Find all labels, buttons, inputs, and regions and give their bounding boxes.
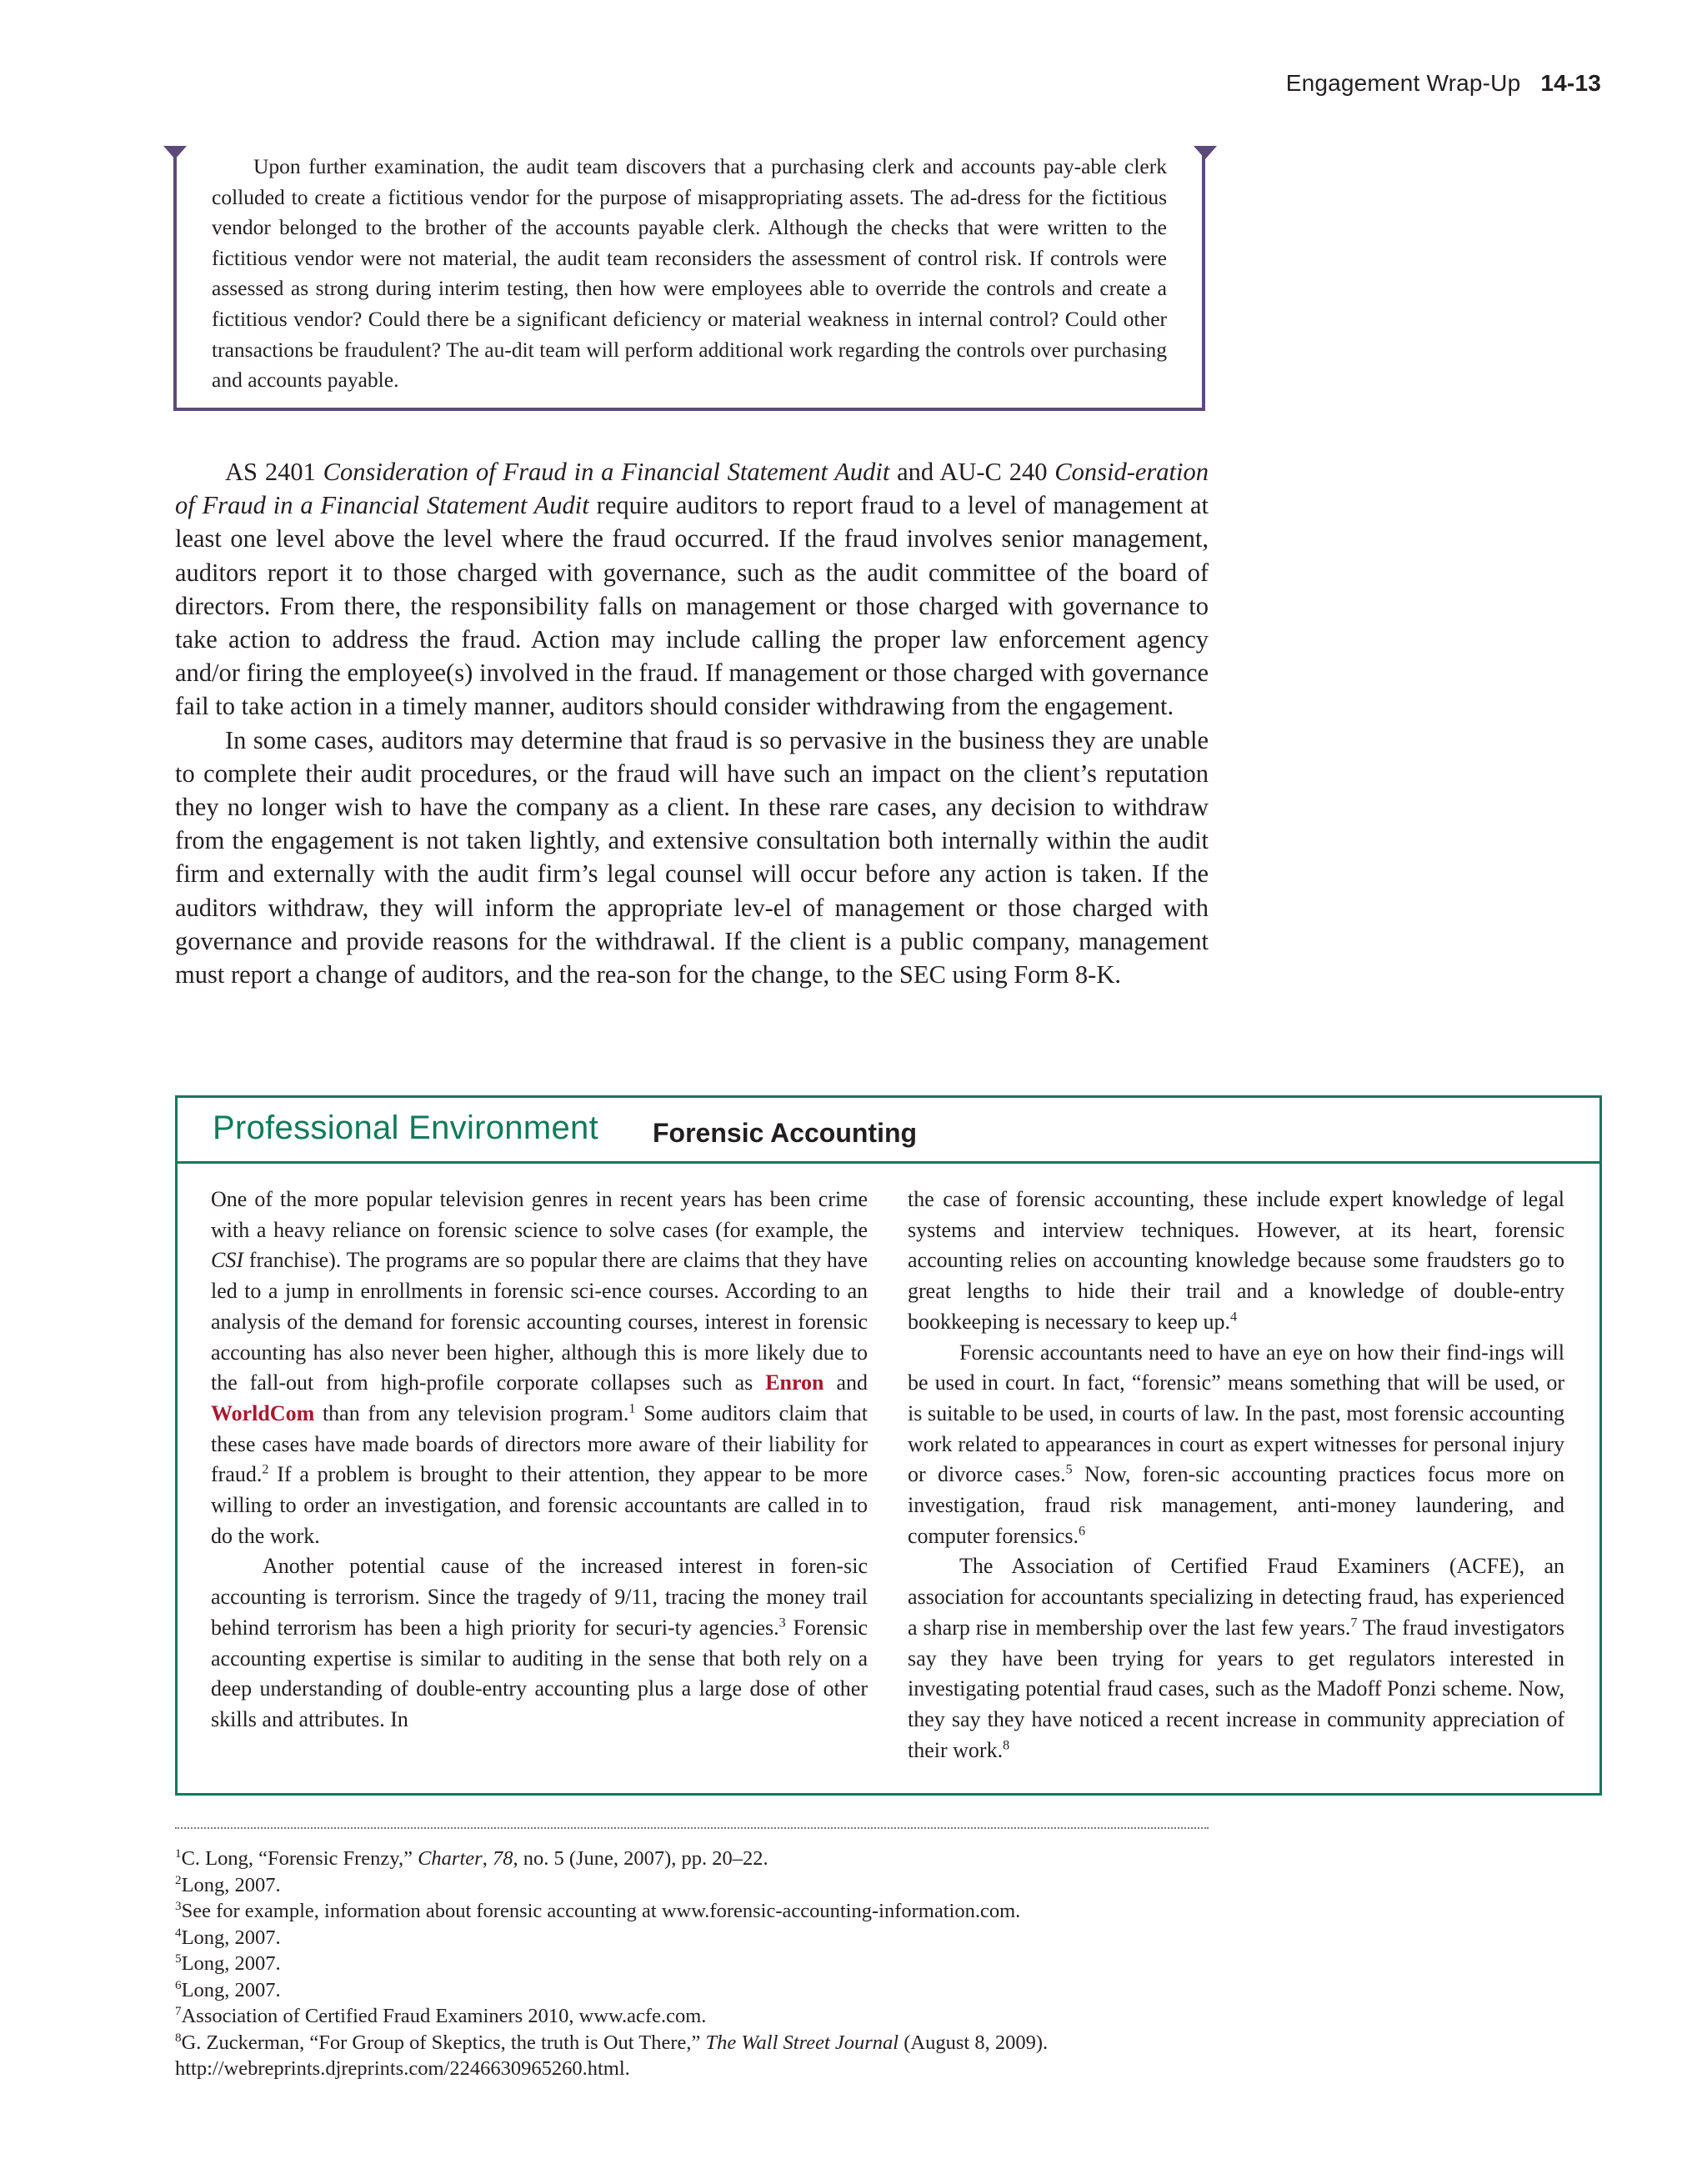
footnote-ref-3: 3 [778, 1615, 786, 1630]
feature-p4-text-b: Now, foren-sic accounting practices focus more on investigation, fraud risk management, anti-money laundering, and computer forensics. [908, 1462, 1565, 1548]
footnote-ref-6: 6 [1079, 1524, 1086, 1539]
footnote-6 [175, 1977, 1342, 2004]
footnote-8-text-b: (August 8, 2009). [899, 2031, 1049, 2054]
footnote-6-number: 6 [175, 1977, 182, 1992]
feature-title: Professional Environment [213, 1110, 598, 1146]
feature-p3-text-a: the case of forensic accounting, these include expert knowledge of legal systems and interview techniques. However, at its heart, forensic accounting relies on accounting knowledge because some fraudsters go to great lengths to hide their trail and a knowledge of double-entry bookkeeping is necessary to keep up. [908, 1187, 1564, 1334]
footnote-ref-1: 1 [628, 1401, 636, 1416]
feature-p1-text-a: One of the more popular television genres in recent years has been crime with a heavy reliance on forensic science to solve cases (for example, the [211, 1187, 868, 1242]
example-paragraph: Upon further examination, the audit team discovers that a purchasing clerk and accounts pay-able clerk colluded to create a fictitious vendor for the purpose of misappropriating assets. The ad-dress for the fictitious vendor belonged to the brother of the accounts payable clerk. Although the checks that were written to the fictitious vendor were not material, the audit team reconsiders the assessment of control risk. If controls were assessed as strong during interim testing, then how were employees able to override the controls and create a fictitious vendor? Could there be a significant deficiency or material weakness in internal control? Could other transactions be fraudulent? The au-dit team will perform additional work regarding the controls over purchasing and accounts payable. [212, 154, 1167, 393]
feature-p1-text-d: Some auditors claim that these cases have made boards of directors more aware of their liability for fraud. [211, 1400, 868, 1487]
footnote-1-volume: 78 [492, 1847, 513, 1870]
footnote-4-text: Long, 2007. [181, 1926, 281, 1949]
feature-p5-text-a: The Association of Certified Fraud Examiners (ACFE), an association for accountants specializing in detecting fraud, has experienced a sharp rise in membership over the last few years. [908, 1554, 1564, 1640]
feature-paragraph-2 [211, 1551, 868, 1735]
example-box [173, 147, 1205, 411]
footnote-1-text-b: , [482, 1847, 493, 1870]
footnote-1 [175, 1846, 1342, 1872]
feature-p1-text-and: and [823, 1370, 868, 1395]
feature-paragraph-4 [908, 1338, 1564, 1552]
feature-p4-text-a: Forensic accountants need to have an eye on how their find-ings will be used in court. In fact, “forensic” means something that will be used, or is suitable to be used, in courts of law. In the past, most forensic accounting work related to appearances in court as expert witnesses for personal injury or divorce cases. [908, 1340, 1564, 1487]
professional-environment-header [178, 1098, 1599, 1164]
footnote-8-number: 8 [175, 2030, 182, 2045]
running-head [1286, 70, 1601, 97]
footnote-8-publication: The Wall Street Journal [705, 2031, 899, 2054]
body-p1-text-2: and AU-C 240 [889, 458, 1055, 486]
company-worldcom: WorldCom [211, 1400, 315, 1425]
footnote-1-text-a: C. Long, “Forensic Frenzy,” [181, 1847, 418, 1870]
footnote-ref-2: 2 [262, 1462, 269, 1477]
footnote-1-number: 1 [175, 1846, 182, 1861]
professional-environment-box [175, 1095, 1602, 1796]
footnote-3-text: See for example, information about forensic accounting at www.forensic-accounting-information.com. [181, 1900, 1021, 1922]
footnote-ref-4: 4 [1230, 1310, 1238, 1325]
body-text [175, 455, 1209, 991]
footnote-5-text: Long, 2007. [181, 1952, 281, 1975]
body-p1-standard-title-2: Consid-eration of Fraud in a Financial Statement Audit [175, 458, 1209, 520]
footnote-3 [175, 1898, 1342, 1925]
footnote-6-text: Long, 2007. [181, 1978, 281, 2001]
footnote-5 [175, 1951, 1342, 1977]
footnote-1-journal: Charter [418, 1847, 483, 1870]
footnote-8-url: http://webreprints.djreprints.com/2246630965260.html. [175, 2057, 630, 2080]
body-p1-text-1: AS 2401 [225, 458, 323, 486]
feature-p2-text-b: Forensic accounting expertise is similar to auditing in the sense that both rely on a deep understanding of double-entry accounting plus a large dose of other skills and attributes. In [211, 1615, 868, 1731]
footnote-1-text-c: , no. 5 (June, 2007), pp. 20–22. [513, 1847, 768, 1870]
footnote-8-text-a: G. Zuckerman, “For Group of Skeptics, the truth is Out There,” [181, 2031, 706, 2054]
running-head-title: Engagement Wrap-Up [1285, 70, 1521, 96]
body-paragraph-2: In some cases, auditors may determine that fraud is so pervasive in the business they are unable to complete their audit procedures, or the fraud will have such an impact on the client’s reputation they no longer wish to have the company as a client. In these rare cases, any decision to withdraw from the engagement is not taken lightly, and extensive consultation both internally within the audit firm and externally with the audit firm’s legal counsel will occur before any action is taken. If the auditors withdraw, they will inform the appropriate lev-el of management or those charged with governance and provide reasons for the withdrawal. If the client is a public company, management must report a change of auditors, and the rea-son for the change, to the SEC using Form 8-K. [175, 725, 1209, 989]
page-number: 14-13 [1540, 70, 1601, 96]
footnote-8 [175, 2030, 1342, 2056]
footnote-5-number: 5 [175, 1951, 182, 1966]
feature-p2-text-a: Another potential cause of the increased interest in foren-sic accounting is terrorism. Since the tragedy of 9/11, tracing the money trail behind terrorism has been a high priority for securi-ty agencies. [211, 1554, 868, 1640]
company-enron: Enron [765, 1370, 824, 1395]
feature-csi-title: CSI [211, 1248, 243, 1273]
body-p1-text-3: require auditors to report fraud to a level of management at least one level above the level where the fraud occurred. If the fraud involves senior management, auditors report it to those charged with governance, such as the audit committee of the board of directors. From there, the responsibility falls on management or those charged with governance to take action to address the fraud. Action may include calling the proper law enforcement agency and/or firing the employee(s) involved in the fraud. If management or those charged with governance fail to take action in a timely manner, auditors should consider withdrawing from the engagement. [175, 491, 1209, 721]
feature-column-left [211, 1185, 868, 1736]
footnote-4 [175, 1925, 1342, 1951]
feature-column-right [908, 1185, 1564, 1766]
feature-p1-text-e: If a problem is brought to their attention, they appear to be more willing to order an investigation, and forensic accountants are called in to do the work. [211, 1462, 868, 1548]
footnote-2-number: 2 [175, 1872, 182, 1887]
footnote-7 [175, 2003, 1342, 2030]
feature-paragraph-1 [211, 1185, 868, 1551]
footnote-ref-5: 5 [1065, 1462, 1073, 1477]
feature-paragraph-5 [908, 1551, 1564, 1766]
body-p1-standard-title-1: Consideration of Fraud in a Financial Statement Audit [323, 458, 890, 486]
body-paragraph-1 [175, 455, 1209, 724]
footnote-7-number: 7 [175, 2003, 182, 2018]
footnote-2-text: Long, 2007. [181, 1873, 281, 1896]
feature-p1-text-b: franchise). The programs are so popular there are claims that they have led to a jump in enrollments in forensic sci-ence courses. According to an analysis of the demand for forensic accounting courses, interest in forensic accounting has also never been higher, although this is more likely due to the fall-out from high-profile corporate collapses such as [211, 1248, 868, 1395]
footnote-3-number: 3 [175, 1898, 182, 1913]
feature-paragraph-3 [908, 1185, 1564, 1338]
footnote-4-number: 4 [175, 1925, 182, 1940]
footnote-divider [175, 1827, 1209, 1829]
footnote-7-text: Association of Certified Fraud Examiners 2010, www.acfe.com. [181, 2005, 707, 2027]
footnote-ref-7: 7 [1350, 1615, 1358, 1630]
feature-p1-text-c: than from any television program. [314, 1400, 629, 1425]
footnote-ref-8: 8 [1003, 1738, 1010, 1752]
feature-p5-text-b: The fraud investigators say they have been trying for years to get regulators interested in investigating potential fraud cases, such as the Madoff Ponzi scheme. Now, they say they have noticed a recent increase in community appreciation of their work. [908, 1615, 1564, 1762]
feature-subtitle: Forensic Accounting [653, 1118, 918, 1148]
footnote-2 [175, 1872, 1342, 1899]
footnotes [175, 1846, 1342, 2082]
